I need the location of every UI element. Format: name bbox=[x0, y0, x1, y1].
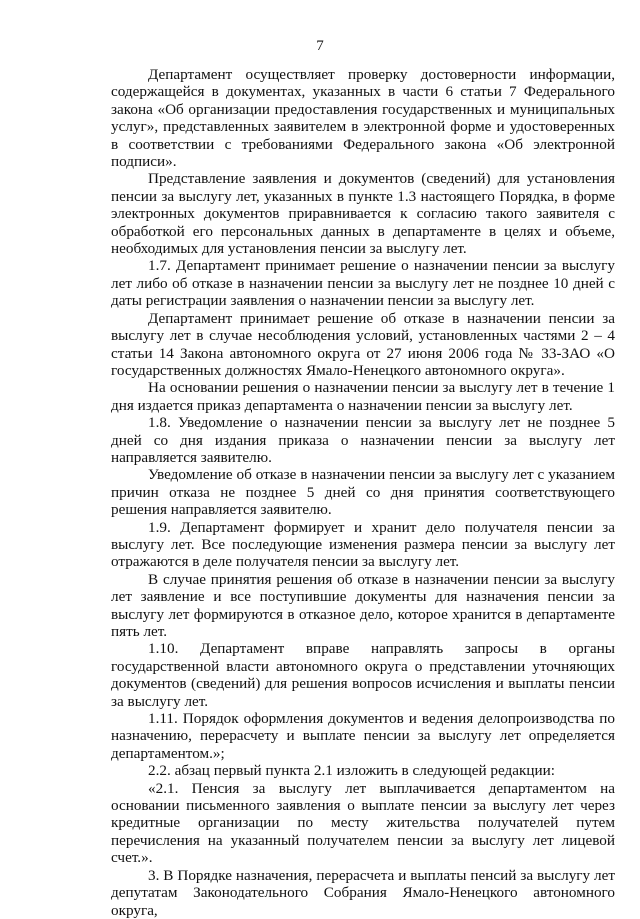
paragraph-1-7: 1.7. Департамент принимает решение о назначении пенсии за выслугу лет либо об отказе в назначении пенсии за выслугу лет не позднее 10 дней с даты регистрации заявления о назначении пенсии за выслугу лет. bbox=[111, 257, 615, 310]
paragraph-3: 3. В Порядке назначения, перерасчета и выплаты пенсий за выслугу лет депутатам Законодательного Собрания Ямало-Ненецкого автономного округа, bbox=[111, 866, 615, 919]
page-number: 7 bbox=[316, 38, 324, 54]
paragraph-refusal-file: В случае принятия решения об отказе в назначении пенсии за выслугу лет заявление и все поступившие документы для назначения пенсии за выслугу лет формируются в отказное дело, которое хранится в департаменте пять лет. bbox=[111, 570, 615, 640]
paragraph-1-10: 1.10. Департамент вправе направлять запросы в органы государственной власти автономного округа о представлении уточняющих документов (сведений) для решения вопросов исчисления и выплаты пенсии за выслугу лет. bbox=[111, 640, 615, 710]
paragraph-1-8: 1.8. Уведомление о назначении пенсии за выслугу лет не позднее 5 дней со дня издания приказа о назначении пенсии за выслугу лет направляется заявителю. bbox=[111, 414, 615, 466]
paragraph-1-11: 1.11. Порядок оформления документов и ведения делопроизводства по назначению, перерасчету и выплате пенсии за выслугу лет определяется департаментом.»; bbox=[111, 710, 615, 762]
paragraph-refusal-notice: Уведомление об отказе в назначении пенсии за выслугу лет с указанием причин отказа не позднее 5 дней со дня принятия соответствующего решения направляется заявителю. bbox=[111, 466, 615, 519]
paragraph-refusal-conditions: Департамент принимает решение об отказе в назначении пенсии за выслугу лет в случае несоблюдения условий, установленных частями 2 – 4 статьи 14 Закона автономного округа от 27 июня 2006 года № 33-ЗАО «О государственных должностях Ямало-Ненецкого автономного округа». bbox=[111, 309, 615, 379]
paragraph-verification: Департамент осуществляет проверку достоверности информации, содержащейся в документах, указанных в части 6 статьи 7 Федерального закона «Об организации предоставления государственных и муниципальных услуг», представленных заявителем в электронной форме и удостоверенных в соответствии с требованиями Федерального закона «Об электронной подписи». bbox=[111, 66, 615, 171]
paragraph-2-2: 2.2. абзац первый пункта 2.1 изложить в следующей редакции: bbox=[148, 762, 555, 780]
paragraph-1-9: 1.9. Департамент формирует и хранит дело получателя пенсии за выслугу лет. Все последующие изменения размера пенсии за выслугу лет отражаются в деле получателя пенсии за выслугу лет. bbox=[111, 518, 615, 571]
paragraph-electronic-consent: Представление заявления и документов (сведений) для установления пенсии за выслугу лет, указанных в пункте 1.3 настоящего Порядка, в форме электронных документов приравнивается к согласию такого заявителя с обработкой его персональных данных в департаменте в целях и объеме, необходимых для установления пенсии за выслугу лет. bbox=[111, 170, 615, 258]
paragraph-2-1-quote: «2.1. Пенсия за выслугу лет выплачивается департаментом на основании письменного заявления о выплате пенсии за выслугу лет через кредитные организации по месту жительства получателей путем перечисления на указанный получателем пенсии за выслугу лет лицевой счет.». bbox=[111, 779, 615, 867]
document-body bbox=[111, 66, 615, 919]
paragraph-order-issue: На основании решения о назначении пенсии за выслугу лет в течение 1 дня издается приказ департамента о назначении пенсии за выслугу лет. bbox=[111, 379, 615, 414]
